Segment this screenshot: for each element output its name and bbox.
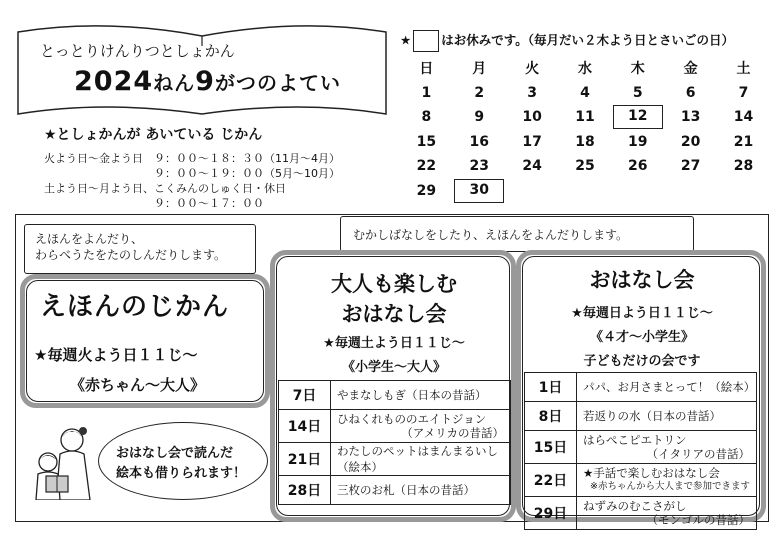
calendar-day-number: 29 xyxy=(416,182,437,199)
adult-title: 大人も楽しむ xyxy=(331,272,457,296)
calendar-day xyxy=(400,130,453,155)
calendar-day-number: 30 xyxy=(454,179,504,203)
calendar-week xyxy=(400,154,770,179)
hours-heading: ★としょかんが あいている じかん xyxy=(44,127,263,143)
schedule-title: わたしのペットはまんまるいし（絵本） xyxy=(337,444,498,474)
calendar-day-number: 6 xyxy=(685,84,696,101)
calendar xyxy=(400,56,770,203)
calendar-day-number: 1 xyxy=(421,84,432,101)
calendar-week xyxy=(400,81,770,106)
calendar-week xyxy=(400,179,770,204)
ehon-who: 《赤ちゃん～大人》 xyxy=(70,376,206,394)
month-title xyxy=(74,66,341,97)
calendar-week xyxy=(400,105,770,130)
table-row xyxy=(279,443,511,476)
calendar-day-number: 11 xyxy=(575,109,595,126)
hours-line: ９：００～１９：００（5月～10月） xyxy=(44,167,340,180)
calendar-day-number: 16 xyxy=(469,133,489,150)
calendar-day-number: 27 xyxy=(680,158,701,175)
weekday-thu: 木 xyxy=(630,61,645,78)
calendar-day xyxy=(664,130,717,155)
calendar-day xyxy=(611,81,664,106)
calendar-day xyxy=(717,81,770,106)
calendar-day-number: 28 xyxy=(733,158,754,175)
schedule-day: 14日 xyxy=(279,410,331,443)
calendar-day xyxy=(611,130,664,155)
ehon-title: えほんのじかん xyxy=(40,292,230,322)
calendar-day xyxy=(559,81,612,106)
note-star: ★ xyxy=(400,32,412,48)
weekday-mon: 月 xyxy=(472,61,487,78)
kids-extra: 子どもだけの会です xyxy=(583,354,701,369)
kids-who: 《４才～小学生》 xyxy=(589,330,694,345)
schedule-title: 若返りの水（日本の昔話） xyxy=(583,409,721,423)
bubble-text xyxy=(116,444,246,484)
schedule-subtitle: （モンゴルの昔話） xyxy=(646,513,750,527)
calendar-day-number: 20 xyxy=(680,133,701,150)
hours-line: 火よう日～金よう日 ９：００～１８：３０（11月～4月） xyxy=(44,152,340,165)
calendar-day xyxy=(664,179,717,204)
weekday-sun: 日 xyxy=(419,61,434,78)
calendar-day xyxy=(559,179,612,204)
schedule-title-cell xyxy=(331,381,511,410)
calendar-day-number: 17 xyxy=(522,133,542,150)
schedule-title-cell xyxy=(577,497,757,530)
calendar-day xyxy=(559,105,612,130)
calendar-day xyxy=(611,179,664,204)
schedule-title: パパ、お月さまとって！（絵本） xyxy=(583,380,756,394)
weekday-tue: 火 xyxy=(525,61,540,78)
calendar-day xyxy=(717,154,770,179)
calendar-day-number: 8 xyxy=(421,109,432,126)
weekday-fri: 金 xyxy=(683,61,698,78)
calendar-day xyxy=(506,81,559,106)
kids-schedule-rows xyxy=(525,373,757,530)
table-row xyxy=(525,431,757,464)
calendar-day-number: 24 xyxy=(522,158,542,175)
weekday-sat: 土 xyxy=(736,61,751,78)
schedule-title: 三枚のお札（日本の昔話） xyxy=(337,483,475,497)
schedule-title-cell xyxy=(331,410,511,443)
schedule-title: はらぺこピエトリン xyxy=(583,433,687,447)
stories-scroll-text: むかしばなしをしたり、えほんをよんだりします。 xyxy=(353,228,629,242)
adult-schedule-rows xyxy=(279,381,511,505)
calendar-day xyxy=(611,154,664,179)
calendar-day-number: 12 xyxy=(613,105,663,129)
calendar-day xyxy=(717,130,770,155)
schedule-title-cell xyxy=(331,443,511,476)
calendar-day-number: 21 xyxy=(733,133,754,150)
calendar-day-number: 7 xyxy=(738,84,749,101)
calendar-day xyxy=(400,81,453,106)
table-row xyxy=(279,476,511,505)
schedule-title-cell xyxy=(331,476,511,505)
calendar-week xyxy=(400,130,770,155)
closed-day-marker-icon xyxy=(413,30,439,52)
schedule-title-cell xyxy=(577,464,757,497)
reading-family-icon xyxy=(30,424,100,500)
calendar-day xyxy=(506,154,559,179)
calendar-day xyxy=(559,130,612,155)
calendar-day xyxy=(717,179,770,204)
schedule-subtitle: （アメリカの昔話） xyxy=(401,426,504,440)
bubble-line: 絵本も借りられます！ xyxy=(116,466,247,481)
ehon-scroll-line: わらべうたをたのしんだりします。 xyxy=(35,248,227,262)
calendar-body xyxy=(400,81,770,204)
hours-line: ９：００～１７：００ xyxy=(44,197,264,210)
calendar-day xyxy=(559,154,612,179)
calendar-day-number: 10 xyxy=(522,109,542,126)
calendar-day xyxy=(506,105,559,130)
schedule-title-cell xyxy=(577,373,757,402)
hours-line: 土よう日～月よう日、こくみんのしゅく日・休日 xyxy=(44,182,286,195)
schedule-title: ★手話で楽しむおはなし会 xyxy=(583,466,720,480)
weekday-row xyxy=(400,56,770,81)
table-row xyxy=(525,497,757,530)
table-row xyxy=(279,381,511,410)
calendar-day-number: 3 xyxy=(527,84,537,101)
calendar-day-number: 14 xyxy=(733,109,754,126)
table-row xyxy=(525,402,757,431)
calendar-day-number: 26 xyxy=(628,158,648,175)
schedule-subtitle: ※赤ちゃんから大人まで参加できます xyxy=(590,481,750,492)
calendar-day-number: 23 xyxy=(469,158,489,175)
calendar-day xyxy=(506,179,559,204)
calendar-day-number: 9 xyxy=(474,109,485,126)
schedule-title-cell xyxy=(577,431,757,464)
calendar-day xyxy=(664,81,717,106)
schedule-day: 1日 xyxy=(525,373,577,402)
adult-who: 《小学生～大人》 xyxy=(341,360,446,375)
table-row xyxy=(525,464,757,497)
adult-schedule-table xyxy=(278,380,511,505)
ehon-scroll xyxy=(24,224,256,274)
table-row xyxy=(525,373,757,402)
schedule-title: ねずみのむこさがし xyxy=(583,499,687,513)
calendar-day-number: 4 xyxy=(580,84,590,101)
ehon-when: ★毎週火よう日１１じ～ xyxy=(34,346,198,364)
calendar-day xyxy=(506,130,559,155)
schedule-day: 7日 xyxy=(279,381,331,410)
bubble-line: おはなし会で読んだ xyxy=(116,446,234,461)
note-text: はお休みです。（毎月だい２木よう日とさいごの日） xyxy=(441,32,734,48)
schedule-day: 28日 xyxy=(279,476,331,505)
ehon-scroll-line: えほんをよんだり、 xyxy=(35,232,144,246)
table-row xyxy=(279,410,511,443)
schedule-title: ひねくれもののエイトジョン xyxy=(337,412,487,426)
schedule-title: やまなしもぎ（日本の昔話） xyxy=(337,388,487,402)
kids-when: ★毎週日よう日１１じ～ xyxy=(571,306,713,321)
calendar-day-number: 22 xyxy=(416,158,437,175)
calendar-day xyxy=(453,105,506,130)
closed-note xyxy=(400,30,734,52)
library-name: とっとりけんりつとしょかん xyxy=(40,42,235,60)
calendar-day xyxy=(611,105,664,130)
calendar-day-number: 18 xyxy=(575,133,595,150)
schedule-day: 22日 xyxy=(525,464,577,497)
calendar-day xyxy=(664,154,717,179)
month: 9 xyxy=(195,66,215,97)
calendar-day-number: 2 xyxy=(474,84,485,101)
title-mid: ねん xyxy=(153,71,196,95)
calendar-day xyxy=(400,154,453,179)
schedule-subtitle: （イタリアの昔話） xyxy=(646,447,750,461)
adult-when: ★毎週土よう日１１じ～ xyxy=(323,336,465,351)
stories-scroll xyxy=(340,216,694,252)
calendar-day xyxy=(400,105,453,130)
schedule-day: 29日 xyxy=(525,497,577,530)
calendar-day-number: 25 xyxy=(575,158,595,175)
schedule-day: 15日 xyxy=(525,431,577,464)
kids-title: おはなし会 xyxy=(589,268,695,292)
adult-title-2: おはなし会 xyxy=(341,302,447,326)
calendar-day xyxy=(453,81,506,106)
calendar-day xyxy=(717,105,770,130)
schedule-day: 8日 xyxy=(525,402,577,431)
calendar-day xyxy=(453,179,506,204)
calendar-day xyxy=(453,130,506,155)
title-tail: がつのよてい xyxy=(214,71,341,95)
calendar-day xyxy=(664,105,717,130)
calendar-day-number: 13 xyxy=(680,109,701,126)
calendar-day-number: 5 xyxy=(632,84,643,101)
year: 2024 xyxy=(74,66,154,97)
calendar-day-number: 15 xyxy=(416,133,437,150)
schedule-title-cell xyxy=(577,402,757,431)
kids-schedule-table xyxy=(524,372,757,530)
calendar-day xyxy=(453,154,506,179)
calendar-day-number: 19 xyxy=(628,133,648,150)
schedule-day: 21日 xyxy=(279,443,331,476)
calendar-day xyxy=(400,179,453,204)
weekday-wed: 水 xyxy=(577,61,592,78)
